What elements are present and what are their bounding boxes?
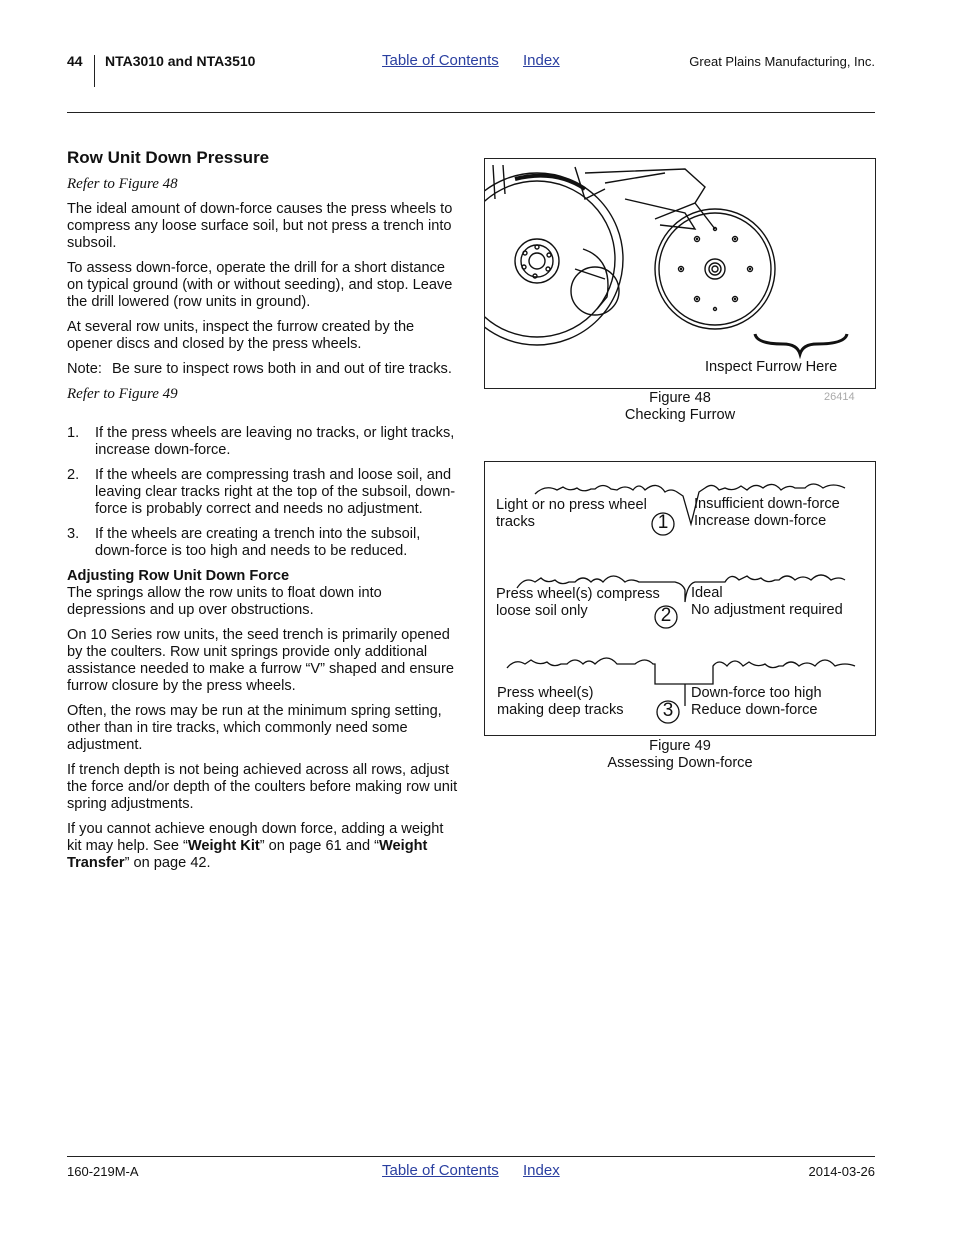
- footer-index-link[interactable]: Index: [523, 1162, 560, 1179]
- cross-reference: Weight Transfer: [67, 838, 428, 871]
- profile-3-left-label: Press wheel(s) making deep tracks: [497, 685, 624, 718]
- step-text: If the wheels are compressing trash and loose soil, and leaving clear tracks right at the top of the subsoil, down-force is probably correct and needs no adjustment.: [95, 467, 456, 517]
- figure-reference: Refer to Figure 49: [67, 386, 178, 402]
- step-number: 2.: [67, 467, 80, 483]
- profile-1-number: 1: [657, 512, 669, 533]
- figure-48-label: Inspect Furrow Here: [705, 359, 838, 375]
- step-number: 3.: [67, 526, 80, 542]
- paragraph: Often, the rows may be run at the minimum spring setting, other than in tire tracks, which commonly need some adjustment.: [67, 703, 442, 753]
- header-toc-link[interactable]: Table of Contents: [382, 52, 499, 69]
- profile-1-right-label: Insufficient down-force Increase down-force: [694, 496, 840, 529]
- list-item: [67, 425, 459, 459]
- figure-48-frame: [484, 158, 876, 389]
- profile-3-right-label: Down-force too high Reduce down-force: [691, 685, 822, 718]
- note: [67, 361, 459, 378]
- steps-list: [67, 425, 459, 560]
- header-rule: [67, 112, 875, 113]
- manual-model-title: NTA3010 and NTA3510: [105, 53, 256, 69]
- figure-49-frame: [484, 461, 876, 736]
- document-number: 160-219M-A: [67, 1164, 139, 1179]
- footer-toc-link[interactable]: Table of Contents: [382, 1162, 499, 1179]
- paragraph: If trench depth is not being achieved across all rows, adjust the force and/or depth of the coulters before making row unit spring adjustments.: [67, 762, 458, 812]
- step-text: If the wheels are creating a trench into the subsoil, down-force is too high and needs to be reduced.: [95, 526, 421, 559]
- page-number: 44: [67, 53, 83, 69]
- note-text: Be sure to inspect rows both in and out of tire tracks.: [112, 361, 452, 377]
- note-label: Note:: [67, 361, 102, 377]
- header-index-link[interactable]: Index: [523, 52, 560, 69]
- cross-reference: Weight Kit: [187, 838, 260, 854]
- paragraph: If you cannot achieve enough down force, adding a weight kit may help. See “Weight Kit” on page 61 and “Weight Transfer” on page 42.: [67, 821, 444, 871]
- figure-49-caption: Figure 49 Assessing Down-force: [607, 738, 753, 771]
- paragraph: To assess down-force, operate the drill for a short distance on typical ground (with or without seeding), and stop. Leave the drill lowered (row units in ground).: [67, 260, 453, 310]
- paragraph: The ideal amount of down-force causes the press wheels to compress any loose surface soil, but not press a trench into subsoil.: [67, 201, 453, 251]
- header-divider: [94, 55, 95, 87]
- paragraph: On 10 Series row units, the seed trench is primarily opened by the coulters. Row unit springs provide only additional assistance needed to make a furrow “V” shaped and ensure furrow closure by the press wheels.: [67, 627, 454, 694]
- figure-id: 26414: [824, 391, 855, 403]
- footer-rule: [67, 1156, 875, 1157]
- profile-3-number: 3: [662, 700, 674, 721]
- section-title: Row Unit Down Pressure: [67, 148, 270, 167]
- profile-2-left-label: Press wheel(s) compress loose soil only: [496, 586, 660, 619]
- company-name: Great Plains Manufacturing, Inc.: [689, 54, 875, 69]
- step-text: If the press wheels are leaving no tracks, or light tracks, increase down-force.: [95, 425, 455, 458]
- profile-1-left-label: Light or no press wheel tracks: [496, 497, 647, 530]
- list-item: [67, 467, 459, 518]
- paragraph: The springs allow the row units to float down into depressions and up over obstructions.: [67, 585, 382, 618]
- profile-2-number: 2: [660, 605, 672, 626]
- step-number: 1.: [67, 425, 80, 441]
- subsection-title: Adjusting Row Unit Down Force: [67, 568, 290, 584]
- list-item: [67, 526, 459, 560]
- paragraph: At several row units, inspect the furrow created by the opener discs and closed by the press wheels.: [67, 319, 415, 352]
- figure-reference: Refer to Figure 48: [67, 176, 178, 192]
- text-column: [67, 148, 459, 880]
- figure-48-caption: Figure 48 Checking Furrow: [624, 390, 736, 423]
- publication-date: 2014-03-26: [808, 1164, 875, 1179]
- row-unit-illustration: [485, 159, 875, 388]
- profile-2-right-label: Ideal No adjustment required: [691, 585, 843, 618]
